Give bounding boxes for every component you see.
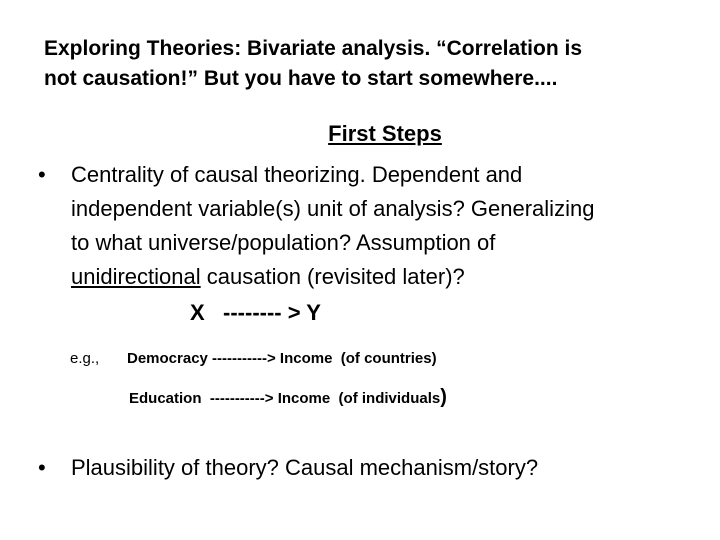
underlined-term: unidirectional (71, 264, 201, 289)
title-line-1: Exploring Theories: Bivariate analysis. “Correlation is (44, 37, 583, 60)
title-line-2: not causation!” But you have to start somewhere.... (44, 67, 558, 90)
bullet-line-3: to what universe/population? Assumption of (71, 230, 496, 255)
bullet-line-1: Centrality of causal theorizing. Dependent and (71, 162, 523, 187)
bullet-line-2: independent variable(s) unit of analysis? Generalizing (71, 196, 595, 221)
bullet-dot-icon: • (38, 455, 46, 480)
causal-formula: X -------- > Y (190, 300, 321, 325)
bullet-dot-icon: • (38, 162, 46, 187)
bullet-line-4-rest: causation (revisited later)? (200, 264, 465, 289)
example-label: e.g., (70, 350, 100, 367)
example-education-text: Education -----------> Income (of individuals (129, 390, 441, 407)
example-education (129, 386, 447, 409)
slide-title (44, 34, 694, 94)
bullet-text (71, 158, 701, 294)
example-democracy: Democracy -----------> Income (of countries) (127, 350, 437, 367)
bullet-text: Plausibility of theory? Causal mechanism/story? (71, 455, 539, 480)
subheading-first-steps: First Steps (328, 121, 442, 146)
example-education-paren: ) (440, 386, 447, 408)
bullet-line-4 (71, 260, 701, 294)
